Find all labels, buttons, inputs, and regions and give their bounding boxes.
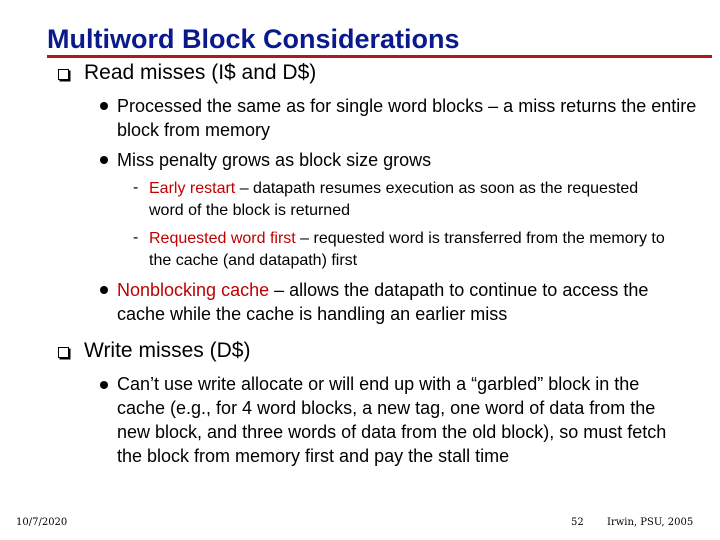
processed-text: Processed the same as for single word blocks – a miss returns the entire block from memory xyxy=(117,96,697,140)
title-underline xyxy=(47,55,712,58)
read-misses-heading: Read misses (I$ and D$) xyxy=(84,61,317,84)
nonblocking-item xyxy=(117,278,697,326)
square-bullet-icon xyxy=(58,69,69,80)
slide-title: Multiword Block Considerations xyxy=(47,24,460,54)
page-number: 52 xyxy=(571,517,584,528)
round-bullet-icon xyxy=(100,102,108,110)
write-misses-heading: Write misses (D$) xyxy=(84,339,251,362)
nonblocking-term: Nonblocking cache xyxy=(117,280,270,300)
write-misses-text: Can’t use write allocate or will end up with a “garbled” block in the cache (e.g., for 4 word blocks, a new tag, one word of data from the new block, and three words of data from the old block), so must fetch the block from memory first and pay the stall time xyxy=(117,374,667,466)
footer-credit: Irwin, PSU, 2005 xyxy=(607,517,694,528)
requested-word-item xyxy=(149,228,669,272)
round-bullet-icon xyxy=(100,286,108,294)
dash-bullet: - xyxy=(133,179,139,196)
early-restart-desc: – datapath resumes execution as soon as the requested word of the block is returned xyxy=(149,180,639,219)
requested-word-term: Requested word first xyxy=(149,230,296,247)
dash-bullet: - xyxy=(133,229,139,246)
nonblocking-desc: – allows the datapath to continue to access the cache while the cache is handling an earlier miss xyxy=(117,280,649,324)
requested-word-desc: – requested word is transferred from the memory to the cache (and datapath) first xyxy=(149,230,665,269)
round-bullet-icon xyxy=(100,156,108,164)
footer-date: 10/7/2020 xyxy=(16,517,68,528)
early-restart-item xyxy=(149,178,669,222)
early-restart-term: Early restart xyxy=(149,180,236,197)
miss-penalty-text: Miss penalty grows as block size grows xyxy=(117,150,432,170)
round-bullet-icon xyxy=(100,381,108,389)
square-bullet-icon xyxy=(58,347,69,358)
